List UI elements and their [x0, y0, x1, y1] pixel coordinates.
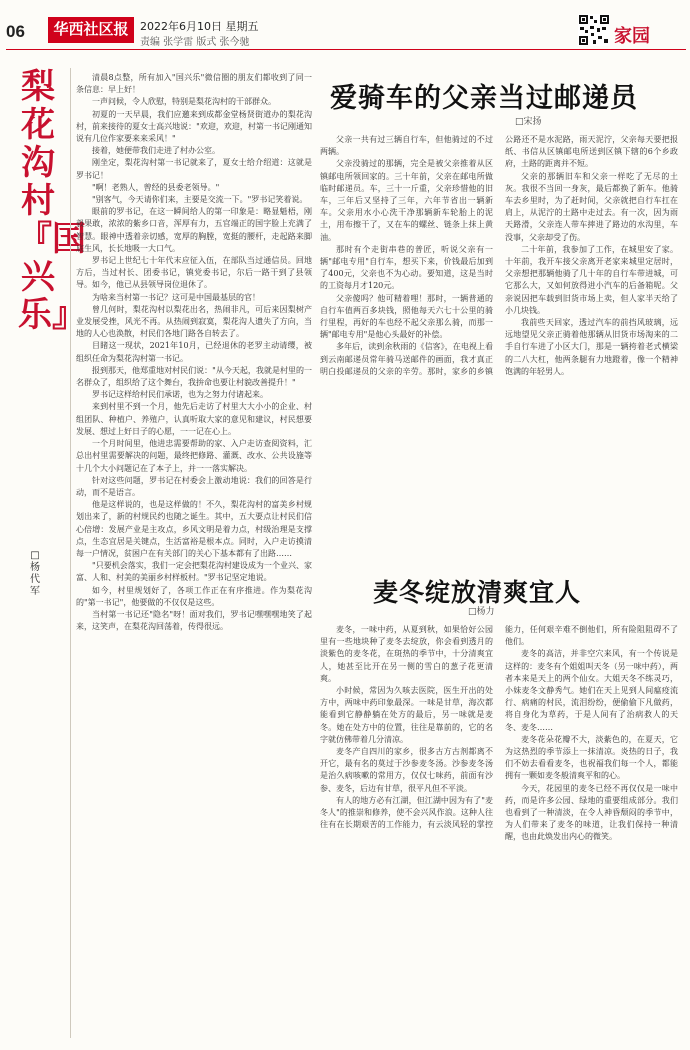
- issue-date: 2022年6月10日 星期五: [140, 20, 259, 33]
- masthead: [0, 0, 690, 56]
- paragraph: 那时有个走街串巷的普匠，听说父亲有一辆"邮电专用"自行车，想买下来，价钱最后加到了400元，父亲也不为心动。要知道，这是当时的工资每月才120元。: [320, 244, 493, 291]
- paragraph: "别客气，今天请你们来，主要是交流一下。"罗书记笑着说。: [92, 195, 308, 205]
- paragraph: 麦冬的高洁，并非空穴来风，有一个传说是这样的：麦冬有个姐姐叫天冬（另一味中药），两者本来是天上的两个仙女。大姐天冬不练灵巧，小妹麦冬文静秀气。她们在天上见到人间瘟疫流行、病痛的村民，流泪纷纷，便偷偷下凡做药，将自身化为草药，于是人间有了治病救人的天冬、麦冬……: [505, 649, 678, 732]
- paragraph: 曾几何时，梨花沟村以梨花出名，热闹非凡，可后来因梨树产业发展受挫，风光不再。从热闹到寂寞，梨花沟人遗失了方向，当地的人心也涣散，村民们各地门路各自转去了。: [76, 304, 312, 339]
- story3-byline: □杨力: [468, 607, 495, 617]
- column-divider: [70, 68, 71, 1038]
- paragraph: 为啥来当村第一书记？这可是中国最基层的官！: [92, 292, 260, 302]
- paragraph: 一声问候，令人欣慰，特别是梨花沟村的干部群众。: [92, 97, 276, 107]
- story1-byline: □杨代军: [30, 550, 40, 597]
- paragraph: 罗书记这样给村民们承诺，也为之努力付诸起来。: [92, 390, 268, 400]
- story2-byline: □宋扬: [515, 117, 542, 127]
- paragraph: "只要机会落实，我们一定会把梨花沟村建设成为一个业兴、家富、人和、村美的美丽乡村样板村。"罗书记坚定地说。: [76, 561, 312, 583]
- paragraph: 他是这样说的，也是这样做的！不久，梨花沟村的富美乡村规划出来了，新的村规民约也随之诞生。其中，五大要点让村民们信心倍增：发展产业是主攻点，乡风文明是着力点，村级治理是支撑点，生态宜居是关键点，生活富裕是根本点。同时，入户走访摸清每一户情况，贫困户在有关部门的关心下基本都有了出路……: [76, 500, 312, 558]
- paragraph: 今天，花园里的麦冬已经不再仅仅是一味中药，而是许多公园、绿地的重要组成部分。我们也看到了一种清淡，在令人神昏颓闷的季节中，为人们带来了麦冬的味道，让我们保持一种清醒，也由此焕发出内心的微笑。: [505, 783, 678, 842]
- paragraph: 父亲的那辆旧车和父亲一样吃了无尽的土灰。我很不当回一身灰，最后都换了新车。他骑车去乡里时，为了赶时间，父亲就把自行车扛在肩上，从泥泞的土路中走过去。有一次，因为雨天路滑，父亲连人带车摔进了路边的水沟里，车没事，父亲却受了伤。: [505, 171, 678, 242]
- paragraph: 报到那天，他郑重地对村民们说："从今天起，我就是村里的一名群众了，组织给了这个舞台，我拚命也要让村貌改善提升！": [76, 365, 312, 388]
- paragraph: 清晨8点整，所有加入"国兴乐"微信圈的朋友们都收到了同一条信息：早上好！: [76, 73, 312, 95]
- paragraph: 接着，她便带我们走进了村办公室。: [92, 146, 220, 156]
- qr-code-icon: [578, 14, 610, 46]
- paragraph: 父亲一共有过三辆自行车，但他骑过的不过两辆。: [320, 135, 493, 157]
- paragraph: "啊！老熟人，曾经的县委老领导。": [92, 182, 220, 192]
- paragraph: 父亲傻吗？他可精着哩！那时，一辆普通的自行车值两百多块钱，照他每天六七十公里的骑行里程，再好的车也经不起父亲那么骑，而那一辆"邮电专用"是他心头最好的补偿。: [320, 293, 493, 340]
- paragraph: 麦冬花朵花瓣不大，淡紫色的，在夏天，它为这热烈的季节添上一抹清凉。炎热的日子，我们不妨去看看麦冬，也祝福我们每一个人，都能拥有一颗如麦冬般清爽平和的心。: [505, 734, 678, 781]
- paragraph: 初夏的一天早晨，我们应邀来到成都金堂杨贤街道办的梨花沟村，前来接待的夏女士高兴地说："欢迎，欢迎，村第一书记刚通知说有几位作家要来来采风！": [76, 109, 312, 144]
- paragraph: 多年后，读到余秋雨的《信客》，在电视上看到云南邮递员常年骑马送邮件的画面，我才真正明白投邮递员的父亲的辛劳。那时，家乡的乡镇公路还不是水泥路，雨天泥泞，父亲每天要把报纸、书信从区镇邮电所送到区镇下辖的6个乡政府，土路的距离并不短。: [320, 135, 678, 376]
- header-rule: [6, 49, 686, 50]
- paragraph: 刚坐定，梨花沟村第一书记就来了，夏女士给介绍道：这就是罗书记！: [76, 158, 312, 180]
- paragraph: 如今，村里规划好了，各项工作正在有序推进。作为梨花沟的"第一书记"，他要做的不仅仅是这些。: [76, 585, 312, 607]
- paragraph: 来到村里不到一个月，他先后走访了村里大大小小的企业、村组团队、种植户、养殖户，认真听取大家的意见和建议，村民想要发展、想过上好日子的心愿，一一记在心上。: [76, 402, 312, 436]
- editor-credits: 责编 张学雷 版式 张今驰: [140, 37, 250, 48]
- story3-title: 麦冬绽放清爽宜人: [373, 578, 582, 607]
- paragraph: 当村第一书记还"隐名"呀！面对我们，罗书记嘿嘿嘿地笑了起来，这笑声，在梨花沟回荡着，传得很远。: [76, 609, 312, 632]
- newspaper-logo: 华西社区报: [48, 17, 134, 43]
- section-title: 家园: [614, 26, 650, 47]
- paragraph: 父亲没骑过的那辆，完全是被父亲推着从区镇邮电所领回家的。三十年前，父亲在邮电所做临时邮递员。车，三十一斤重，父亲珍惜他的旧车，三年后又坚持了三年，六年节省出一辆新车。父亲用水小心洗干净那辆新车轮胎上的泥土，用布擦干了，又在车的螺丝、链条上抹上黄油。: [320, 159, 493, 242]
- paragraph: 眼前的罗书记，在这一瞬间给人的第一印象是：略显魁梧，刚毅果敢，浓浓的紫乡口音，浑厚有力，五官端正的国字脸上充满了智慧。眼神中透着亲切感，宽厚的胸膛，宽挺的腰杆，走起路来脚底生风，长长地吸一大口气。: [76, 207, 312, 253]
- paragraph: 一个月时间里，他进忠需要帮助的家、入户走访查阅资料，汇总出村里需要解决的问题，最终把修路、灌溉、改水、公共设施等十几个大小问题记在了本子上，并一一落实解决。: [76, 439, 312, 473]
- paragraph: 目睹这一现状，2021年10月，已经退休的老罗主动请缨，被组织任命为梨花沟村第一书记。: [76, 341, 312, 363]
- paragraph: 麦冬产自四川的家乡，很多古方古剂都离不开它，最有名的莫过于沙参麦冬汤。沙参麦冬汤是治久病咳嗽的常用方，仅仅七味药，前面有沙参、麦冬，后边有甘草，很平凡但不平淡。: [320, 747, 493, 793]
- story1-title: 梨花沟村『国兴乐』: [18, 67, 86, 335]
- paragraph: 小时候，常因为久咳去医院，医生开出的处方中，两味中药印象最深。一味是甘草，海次都能看到它静静躺在处方的最后，另一味就是麦冬。她在处方中的位置，往往是靠前的，它的名字就仿佛带着几分清凉。: [320, 686, 493, 744]
- paragraph: 有人的地方必有江湖，但江湖中因为有了"麦冬人"的推崇和修养，使不会兴风作浪。这种人往往有在长期艰苦的工作能力，有云淡风轻的掌控能力，任何艰辛难不倒他们，所有险阻阻碍不了他们。: [320, 625, 678, 830]
- story2-title: 爱骑车的父亲当过邮递员: [330, 83, 638, 114]
- paragraph: 麦冬，一味中药，从夏到秋，如果恰好公园里有一些地块种了麦冬去绽放，你会看到透月的淡紫色的麦冬花，在斑热的季节中，十分清爽宜人，她甚至比开在另一侧的雪白的葱子花更清爽。: [320, 625, 493, 683]
- paragraph: 罗书记上世纪七十年代末应征入伍，在部队当过通信员。回地方后，当过村长、团委书记，镇党委书记，尔后一路干到了县领导。如今，他已从县领导岗位退休了。: [76, 256, 312, 290]
- story3-body: [320, 624, 678, 1038]
- story2-body: [320, 134, 678, 550]
- page-number: 06: [6, 22, 25, 41]
- paragraph: 针对这些问题，罗书记在村委会上激动地说：我们的回答是行动，而不是语言。: [76, 475, 312, 497]
- paragraph: 我前些天回家，透过汽车的前挡风玻璃，远远地望见父亲正骑着他那辆从旧货市场淘来的二手自行车进了小区大门，那是一辆挎着老式横梁的二八大杠，他两条腿有力地蹬着，像一个精神饱满的年轻男人。: [505, 318, 678, 376]
- story1-body: [76, 72, 312, 1038]
- paragraph: 二十年前，我参加了工作，在城里安了家。十年前，我开车接父亲离开老家来城里定居时，父亲想把那辆他骑了几十年的自行车带进城，可它那么大，又如何放得进小汽车的后备箱呢。父亲说因把车载到旧货市场上卖，但人家半天给了小几块钱。: [505, 244, 678, 315]
